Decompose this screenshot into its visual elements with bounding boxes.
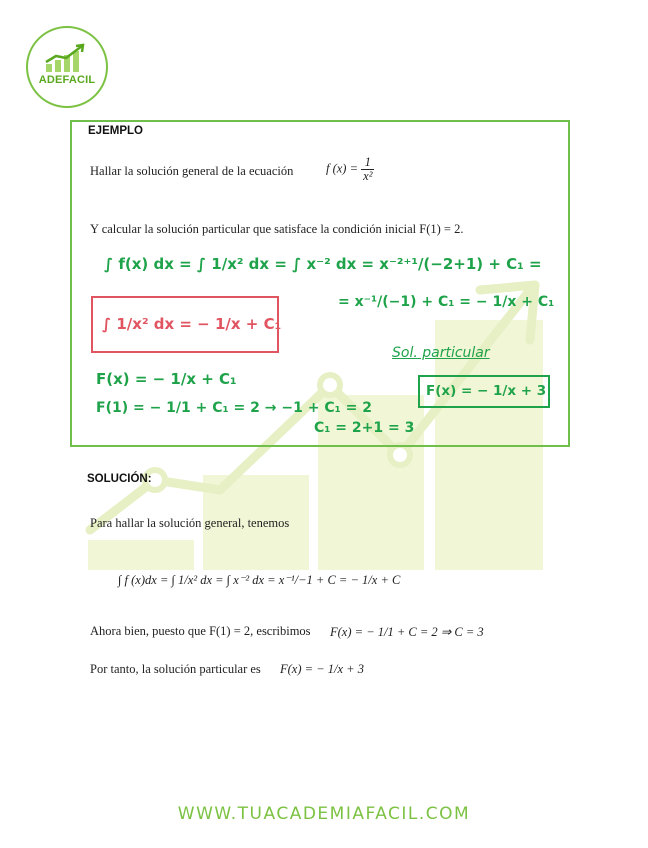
equation-numerator: 1 bbox=[361, 156, 374, 170]
equation-lhs: f (x) = bbox=[326, 161, 359, 176]
example-statement-2: Y calcular la solución particular que satisface la condición inicial F(1) = 2. bbox=[90, 222, 464, 236]
red-result-text: ∫ 1/x² dx = − 1/x + C₁ bbox=[102, 315, 282, 333]
solution-portanto-text: Por tanto, la solución particular es bbox=[90, 662, 261, 676]
handwritten-row-2: = x⁻¹/(−1) + C₁ = − 1/x + C₁ bbox=[338, 294, 555, 310]
sol-particular-label: Sol. particular bbox=[392, 345, 490, 361]
handwritten-row-4: F(1) = − 1/1 + C₁ = 2 → −1 + C₁ = 2 bbox=[96, 400, 372, 416]
handwritten-row-1: ∫ f(x) dx = ∫ 1/x² dx = ∫ x⁻² dx = x⁻²⁺¹/(−2+1) + C₁ = bbox=[104, 255, 542, 273]
solution-portanto-eq: F(x) = − 1/x + 3 bbox=[280, 662, 364, 676]
logo-brand-text: ADEFACIL bbox=[38, 74, 96, 86]
equation-denominator: x² bbox=[363, 169, 373, 184]
equation-fx bbox=[326, 156, 374, 183]
example-heading: EJEMPLO bbox=[88, 125, 143, 137]
solution-heading: SOLUCIÓN: bbox=[87, 473, 152, 485]
footer-url[interactable]: WWW.TUACADEMIAFACIL.COM bbox=[177, 804, 471, 824]
solution-integral: ∫ f (x)dx = ∫ 1/x² dx = ∫ x⁻² dx = x⁻¹/−1 + C = − 1/x + C bbox=[118, 573, 401, 587]
solution-ahora-text: Ahora bien, puesto que F(1) = 2, escribimos bbox=[90, 624, 311, 638]
example-statement-1 bbox=[90, 164, 293, 179]
statement-1-text: Hallar la solución general de la ecuación bbox=[90, 164, 294, 178]
green-result-text: F(x) = − 1/x + 3 bbox=[426, 383, 547, 399]
logo bbox=[26, 26, 108, 108]
handwritten-row-5: C₁ = 2+1 = 3 bbox=[314, 420, 415, 436]
equation-fraction bbox=[361, 156, 374, 183]
solution-intro: Para hallar la solución general, tenemos bbox=[90, 516, 290, 530]
handwritten-row-3: F(x) = − 1/x + C₁ bbox=[96, 370, 237, 388]
solution-ahora-eq: F(x) = − 1/1 + C = 2 ⇒ C = 3 bbox=[330, 625, 484, 639]
chart-icon bbox=[42, 42, 90, 74]
